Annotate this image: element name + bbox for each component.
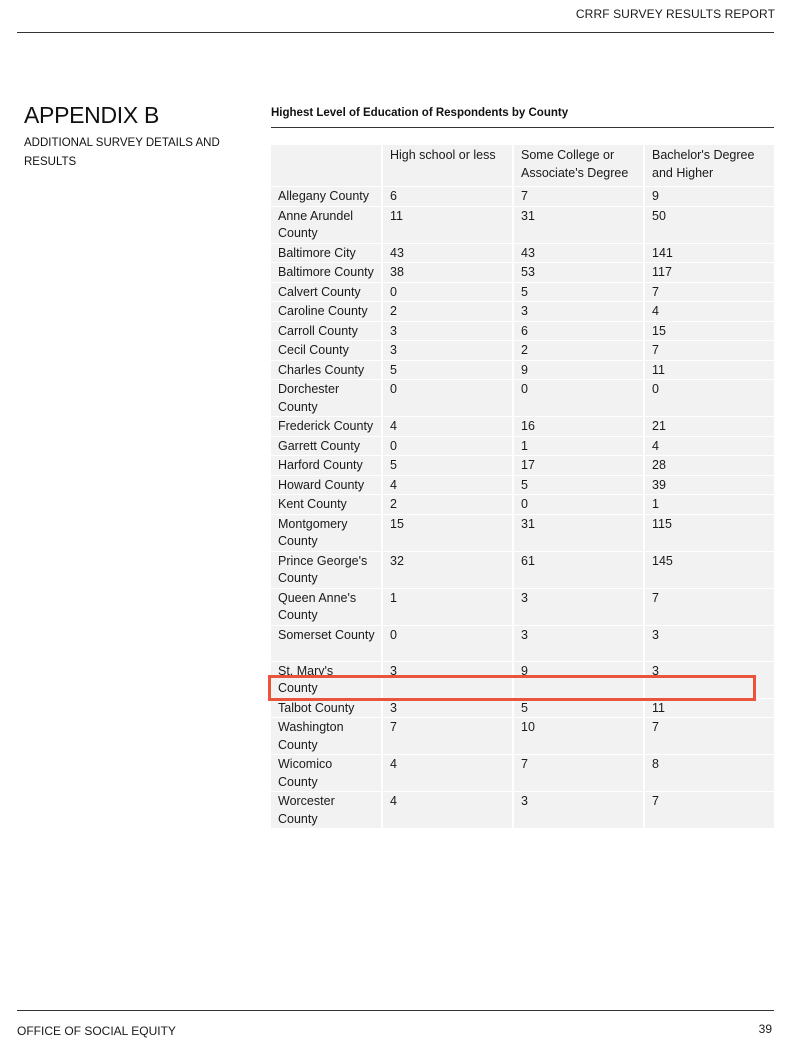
table-row [271, 206, 774, 243]
high-school-cell [382, 625, 513, 661]
high-school-cell-text: 3 [390, 700, 397, 715]
footer-divider [17, 1010, 774, 1011]
some-college-cell-text: 3 [521, 627, 528, 642]
high-school-cell [382, 514, 513, 551]
county-name-cell [271, 792, 382, 829]
county-name-cell-text: Frederick County [278, 419, 374, 433]
column-header-county [271, 145, 382, 187]
some-college-cell-text: 17 [521, 458, 535, 472]
bachelors-cell-text: 11 [652, 700, 665, 715]
some-college-cell [513, 495, 644, 515]
county-name-cell-text: Prince George's County [278, 553, 368, 585]
table-title: Highest Level of Education of Respondents by County [271, 107, 569, 119]
some-college-cell [513, 380, 644, 417]
county-name-cell [271, 551, 382, 588]
county-name-cell [271, 187, 382, 207]
some-college-cell-text: 31 [521, 208, 535, 223]
bachelors-cell [644, 755, 774, 792]
high-school-cell [382, 792, 513, 829]
some-college-cell [513, 475, 644, 495]
high-school-cell [382, 360, 513, 380]
high-school-cell-text: 3 [390, 343, 397, 357]
county-name-cell [271, 475, 382, 495]
high-school-cell-text: 4 [390, 794, 397, 808]
county-name-cell [271, 360, 382, 380]
high-school-cell-text: 6 [390, 189, 397, 203]
high-school-cell-text: 3 [390, 323, 397, 338]
bachelors-cell-text: 4 [652, 304, 659, 318]
high-school-cell [382, 263, 513, 283]
county-name-cell-text: Kent County [278, 497, 347, 511]
some-college-cell-text: 7 [521, 189, 528, 203]
some-college-cell-text: 5 [521, 477, 528, 492]
county-name-cell [271, 755, 382, 792]
high-school-cell-text: 4 [390, 477, 397, 492]
table-row [271, 792, 774, 829]
bachelors-cell [644, 341, 774, 361]
table-row [271, 755, 774, 792]
high-school-cell-text: 11 [390, 208, 403, 223]
high-school-cell [382, 718, 513, 755]
table-header-row [271, 145, 774, 187]
bachelors-cell-text: 117 [652, 265, 672, 279]
some-college-cell-text: 31 [521, 516, 535, 531]
high-school-cell [382, 321, 513, 341]
some-college-cell-text: 53 [521, 265, 535, 279]
county-name-cell-text: Cecil County [278, 343, 349, 357]
county-name-cell [271, 243, 382, 263]
county-name-cell [271, 380, 382, 417]
high-school-cell-text: 5 [390, 458, 397, 472]
appendix-subtitle: ADDITIONAL SURVEY DETAILS AND RESULTS [24, 137, 220, 168]
bachelors-cell [644, 380, 774, 417]
some-college-cell-text: 0 [521, 382, 528, 396]
high-school-cell [382, 551, 513, 588]
high-school-cell-text: 2 [390, 304, 397, 318]
table-title-divider [271, 127, 774, 128]
some-college-cell-text: 43 [521, 245, 535, 260]
header-divider [17, 32, 774, 33]
high-school-cell [382, 456, 513, 476]
bachelors-cell [644, 436, 774, 456]
county-name-cell-text: Charles County [278, 362, 365, 377]
county-name-cell [271, 302, 382, 322]
table-row [271, 360, 774, 380]
some-college-cell [513, 360, 644, 380]
some-college-cell-text: 3 [521, 590, 528, 605]
high-school-cell-text: 15 [390, 516, 404, 531]
bachelors-cell [644, 282, 774, 302]
education-by-county-table [271, 145, 774, 829]
county-name-cell [271, 206, 382, 243]
some-college-cell-text: 61 [521, 553, 535, 568]
some-college-cell-text: 1 [521, 438, 528, 453]
bachelors-cell-text: 50 [652, 208, 666, 223]
footer-office-name: OFFICE OF SOCIAL EQUITY [17, 1024, 176, 1038]
high-school-cell [382, 187, 513, 207]
table-row [271, 514, 774, 551]
high-school-cell [382, 206, 513, 243]
some-college-cell [513, 206, 644, 243]
county-name-cell-text: Anne Arundel County [278, 208, 354, 240]
high-school-cell-text: 4 [390, 757, 397, 771]
county-name-cell-text: Baltimore City [278, 245, 356, 260]
county-name-cell-text: Wicomico County [278, 757, 333, 789]
some-college-cell-text: 16 [521, 419, 535, 433]
county-name-cell [271, 417, 382, 437]
high-school-cell-text: 32 [390, 553, 404, 568]
county-name-cell-text: Somerset County [278, 627, 375, 642]
some-college-cell [513, 282, 644, 302]
some-college-cell [513, 755, 644, 792]
county-name-cell-text: Calvert County [278, 284, 361, 299]
some-college-cell [513, 551, 644, 588]
bachelors-cell-text: 7 [652, 590, 659, 605]
highlight-box-st-marys [268, 675, 756, 701]
table-row [271, 456, 774, 476]
some-college-cell [513, 321, 644, 341]
bachelors-cell [644, 514, 774, 551]
county-name-cell [271, 263, 382, 283]
high-school-cell [382, 475, 513, 495]
column-header-some-college: Some College or Associate's Degree [513, 145, 644, 187]
bachelors-cell-text: 0 [652, 382, 659, 396]
table-row [271, 436, 774, 456]
high-school-cell-text: 3 [390, 663, 397, 678]
some-college-cell [513, 588, 644, 625]
some-college-cell-text: 5 [521, 284, 528, 299]
bachelors-cell [644, 792, 774, 829]
high-school-cell-text: 43 [390, 245, 404, 260]
bachelors-cell [644, 263, 774, 283]
county-name-cell [271, 456, 382, 476]
bachelors-cell-text: 21 [652, 419, 666, 433]
table-row [271, 341, 774, 361]
table-row [271, 551, 774, 588]
some-college-cell [513, 302, 644, 322]
some-college-cell [513, 187, 644, 207]
report-header-title: CRRF SURVEY RESULTS REPORT [575, 7, 775, 21]
some-college-cell [513, 792, 644, 829]
bachelors-cell [644, 625, 774, 661]
high-school-cell-text: 4 [390, 419, 397, 433]
county-name-cell-text: Dorchester County [278, 382, 340, 414]
bachelors-cell-text: 28 [652, 458, 666, 472]
table-row [271, 475, 774, 495]
some-college-cell [513, 263, 644, 283]
county-name-cell-text: Caroline County [278, 304, 368, 318]
high-school-cell [382, 588, 513, 625]
county-name-cell [271, 718, 382, 755]
high-school-cell-text: 2 [390, 497, 397, 511]
county-name-cell-text: Washington County [278, 720, 344, 752]
some-college-cell [513, 341, 644, 361]
county-name-cell-text: Allegany County [278, 189, 370, 203]
high-school-cell-text: 0 [390, 382, 397, 396]
some-college-cell [513, 718, 644, 755]
bachelors-cell [644, 588, 774, 625]
county-name-cell-text: St. Mary's County [278, 663, 334, 695]
table-row [271, 625, 774, 661]
table-row [271, 263, 774, 283]
table-row [271, 321, 774, 341]
table-row [271, 282, 774, 302]
bachelors-cell-text: 15 [652, 323, 666, 338]
bachelors-cell-text: 8 [652, 757, 659, 771]
some-college-cell-text: 3 [521, 304, 528, 318]
table-row [271, 380, 774, 417]
high-school-cell [382, 495, 513, 515]
county-name-cell-text: Worcester County [278, 794, 335, 826]
some-college-cell [513, 456, 644, 476]
high-school-cell-text: 0 [390, 627, 397, 642]
high-school-cell-text: 0 [390, 438, 397, 453]
bachelors-cell-text: 7 [652, 794, 659, 808]
bachelors-cell [644, 718, 774, 755]
county-name-cell-text: Harford County [278, 458, 363, 472]
bachelors-cell-text: 3 [652, 663, 659, 678]
bachelors-cell [644, 475, 774, 495]
bachelors-cell [644, 360, 774, 380]
high-school-cell-text: 5 [390, 362, 397, 377]
high-school-cell [382, 341, 513, 361]
some-college-cell-text: 2 [521, 343, 528, 357]
county-name-cell-text: Queen Anne's County [278, 590, 357, 622]
high-school-cell [382, 380, 513, 417]
high-school-cell [382, 755, 513, 792]
some-college-cell-text: 7 [521, 757, 528, 771]
high-school-cell [382, 436, 513, 456]
some-college-cell-text: 5 [521, 700, 528, 715]
bachelors-cell-text: 115 [652, 516, 672, 531]
some-college-cell [513, 436, 644, 456]
bachelors-cell [644, 206, 774, 243]
county-name-cell [271, 341, 382, 361]
table-row [271, 495, 774, 515]
county-name-cell-text: Howard County [278, 477, 365, 492]
high-school-cell [382, 243, 513, 263]
high-school-cell-text: 7 [390, 720, 397, 734]
county-name-cell-text: Montgomery County [278, 516, 348, 548]
high-school-cell-text: 0 [390, 284, 397, 299]
bachelors-cell-text: 9 [652, 189, 659, 203]
county-name-cell [271, 321, 382, 341]
high-school-cell-text: 1 [390, 590, 397, 605]
some-college-cell-text: 6 [521, 323, 528, 338]
some-college-cell [513, 243, 644, 263]
some-college-cell-text: 3 [521, 794, 528, 808]
table-row [271, 588, 774, 625]
some-college-cell [513, 625, 644, 661]
bachelors-cell [644, 456, 774, 476]
bachelors-cell [644, 495, 774, 515]
bachelors-cell [644, 187, 774, 207]
some-college-cell-text: 9 [521, 362, 528, 377]
county-name-cell-text: Garrett County [278, 438, 360, 453]
table-row [271, 417, 774, 437]
county-name-cell-text: Baltimore County [278, 265, 374, 279]
bachelors-cell-text: 145 [652, 553, 673, 568]
some-college-cell [513, 417, 644, 437]
some-college-cell-text: 9 [521, 663, 528, 678]
bachelors-cell-text: 3 [652, 627, 659, 642]
high-school-cell [382, 417, 513, 437]
county-name-cell [271, 625, 382, 661]
bachelors-cell [644, 417, 774, 437]
bachelors-cell [644, 302, 774, 322]
page-number: 39 [758, 1022, 772, 1036]
table-row [271, 243, 774, 263]
bachelors-cell-text: 4 [652, 438, 659, 453]
county-name-cell [271, 514, 382, 551]
table-row [271, 302, 774, 322]
county-name-cell [271, 495, 382, 515]
county-name-cell [271, 436, 382, 456]
county-name-cell [271, 588, 382, 625]
table-row [271, 187, 774, 207]
bachelors-cell-text: 1 [652, 497, 659, 511]
column-header-bachelors: Bachelor's Degree and Higher [644, 145, 774, 187]
appendix-title: APPENDIX B [24, 102, 160, 128]
county-name-cell [271, 282, 382, 302]
bachelors-cell-text: 141 [652, 245, 673, 260]
some-college-cell-text: 0 [521, 497, 528, 511]
bachelors-cell-text: 7 [652, 284, 659, 299]
high-school-cell [382, 302, 513, 322]
bachelors-cell-text: 39 [652, 477, 666, 492]
bachelors-cell-text: 7 [652, 343, 659, 357]
county-name-cell-text: Carroll County [278, 323, 358, 338]
high-school-cell-text: 38 [390, 265, 404, 279]
bachelors-cell-text: 7 [652, 720, 659, 734]
column-header-high-school: High school or less [382, 145, 513, 187]
some-college-cell [513, 514, 644, 551]
bachelors-cell-text: 11 [652, 362, 665, 377]
bachelors-cell [644, 321, 774, 341]
bachelors-cell [644, 551, 774, 588]
high-school-cell [382, 282, 513, 302]
county-name-cell-text: Talbot County [278, 700, 355, 715]
some-college-cell-text: 10 [521, 720, 535, 734]
bachelors-cell [644, 243, 774, 263]
table-row [271, 718, 774, 755]
